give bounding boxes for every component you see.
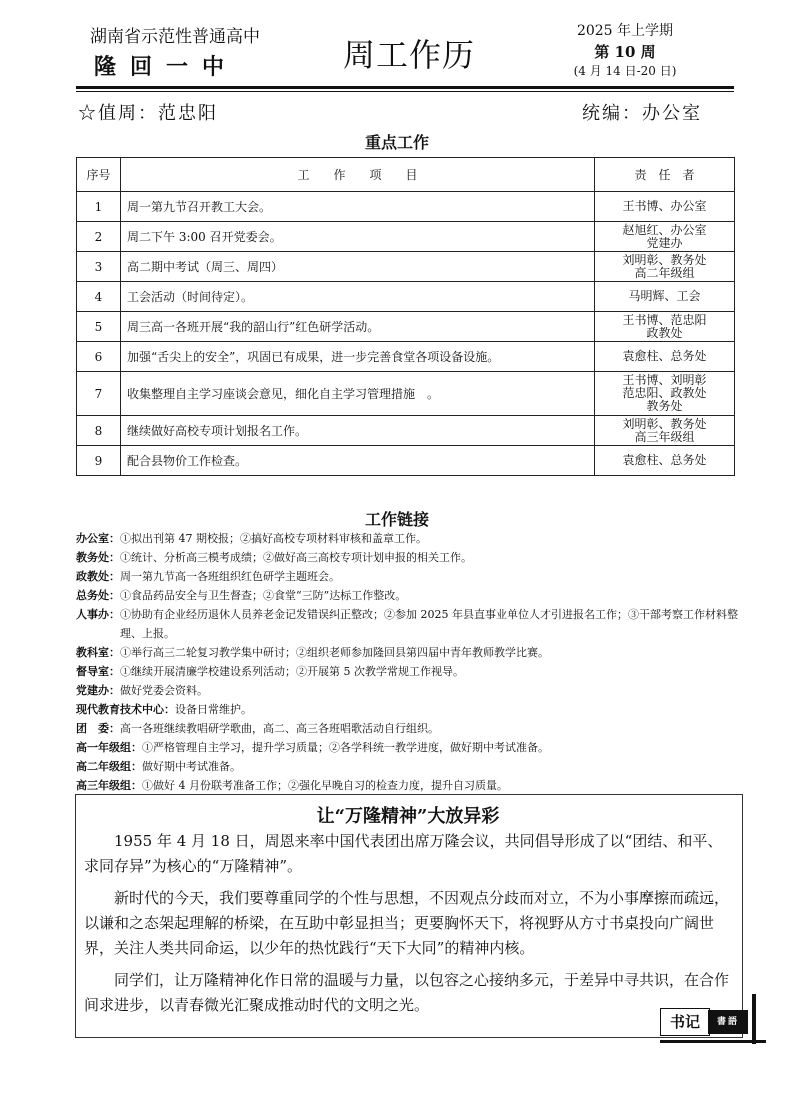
row-number: 5 <box>77 312 121 342</box>
row-number: 4 <box>77 282 121 312</box>
row-task: 配合县物价工作检查。 <box>121 446 595 476</box>
responsible-line: 马明辉、工会 <box>628 289 701 303</box>
row-number: 8 <box>77 416 121 446</box>
link-item <box>76 567 746 586</box>
table-row <box>77 282 735 312</box>
link-department: 人事办： <box>76 608 120 621</box>
link-text: ①拟出刊第 47 期校报；②搞好高校专项材料审核和盖章工作。 <box>120 532 427 545</box>
work-links-title: 工作链接 <box>364 510 429 529</box>
document-title: 周工作历 <box>343 36 476 74</box>
row-task: 继续做好高校专项计划报名工作。 <box>121 416 595 446</box>
link-department: 现代教育技术中心： <box>76 703 175 716</box>
essay-title: 让“万隆精神”大放异彩 <box>316 806 500 827</box>
row-number: 1 <box>77 192 121 222</box>
week-label: 第 10 周 <box>594 43 656 61</box>
responsible-line: 教务处 <box>646 399 683 413</box>
row-number: 3 <box>77 252 121 282</box>
link-item <box>76 586 746 605</box>
row-responsible <box>595 446 735 476</box>
row-number: 6 <box>77 342 121 372</box>
row-task: 工会活动（时间待定）。 <box>121 282 595 312</box>
responsible-line: 高二年级组 <box>634 265 695 280</box>
header-divider <box>76 86 734 89</box>
work-links-list <box>76 529 746 795</box>
header-divider-thin <box>76 91 734 92</box>
responsible-line: 王书博、办公室 <box>622 199 707 213</box>
link-item <box>76 605 746 643</box>
link-text: ①举行高三二轮复习教学集中研讨；②组织老师参加隆回县第四届中青年教师教学比赛。 <box>120 646 549 659</box>
editor-label: 统编：办公室 <box>582 103 702 124</box>
link-item <box>76 662 746 681</box>
link-text: 设备日常维护。 <box>175 703 252 716</box>
responsible-line: 袁愈柱、总务处 <box>622 453 707 467</box>
table-row <box>77 416 735 446</box>
essay-body <box>84 829 736 1025</box>
responsible-line: 高三年级组 <box>634 429 695 444</box>
link-text: ①协助有企业经历退休人员养老金记发错误纠正整改；②参加 2025 年县直事业单位人才引进报名工作；③干部考察工作材料整理、上报。 <box>120 608 738 640</box>
link-text: 高一各班继续教唱研学歌曲，高二、高三各班唱歌活动自行组织。 <box>120 722 439 735</box>
table-row <box>77 446 735 476</box>
badge-horizontal-rule <box>660 1040 766 1043</box>
link-item <box>76 757 746 776</box>
table-row <box>77 342 735 372</box>
responsible-line: 党建办 <box>646 235 683 250</box>
link-department: 政教处： <box>76 570 120 583</box>
essay-paragraph: 同学们，让万隆精神化作日常的温暖与力量，以包容之心接纳多元，于差异中寻共识，在合作间求进步，以青春微光汇聚成推动时代的文明之光。 <box>84 971 730 1014</box>
column-header-responsible: 责 任 者 <box>595 158 735 192</box>
term-label: 2025 年上学期 <box>576 23 674 39</box>
row-number: 2 <box>77 222 121 252</box>
duty-officer: ☆值周：范忠阳 <box>78 103 218 124</box>
link-text: 周一第九节高一各班组织红色研学主题班会。 <box>120 570 340 583</box>
row-responsible <box>595 312 735 342</box>
row-task: 收集整理自主学习座谈会意见，细化自主学习管理措施 。 <box>121 372 595 416</box>
link-department: 总务处： <box>76 589 120 602</box>
column-header-number: 序号 <box>77 158 121 192</box>
link-department: 高一年级组： <box>76 741 142 754</box>
badge-vertical-rule <box>752 994 756 1044</box>
link-department: 教科室： <box>76 646 120 659</box>
link-item <box>76 643 746 662</box>
responsible-line: 政教处 <box>646 325 683 340</box>
date-range: (4 月 14 日-20 日) <box>573 64 677 78</box>
link-department: 教务处： <box>76 551 120 564</box>
row-task: 周一第九节召开教工大会。 <box>121 192 595 222</box>
row-task: 高二期中考试（周三、周四） <box>121 252 595 282</box>
link-department: 高三年级组： <box>76 779 142 792</box>
link-text: 做好党委会资料。 <box>120 684 208 697</box>
responsible-line: 王书博、范忠阳 <box>622 312 707 327</box>
row-number: 7 <box>77 372 121 416</box>
link-text: ①严格管理自主学习，提升学习质量；②各学科统一教学进度，做好期中考试准备。 <box>142 741 549 754</box>
responsible-line: 赵旭红、办公室 <box>622 222 707 237</box>
essay-paragraph: 新时代的今天，我们要尊重同学的个性与思想，不因观点分歧而对立，不为小事摩擦而疏远，以谦和之态架起理解的桥梁，在互助中彰显担当；更要胸怀天下，将视野从方寸书桌投向广阔世界，关注人类共同命运，以少年的热忱践行“天下大同”的精神内核。 <box>84 889 730 957</box>
link-department: 办公室： <box>76 532 120 545</box>
link-item <box>76 719 746 738</box>
responsible-line: 袁愈柱、总务处 <box>622 349 707 363</box>
row-task: 加强“舌尖上的安全”，巩固已有成果，进一步完善食堂各项设备设施。 <box>121 342 595 372</box>
row-task: 周三高一各班开展“我的韶山行”红色研学活动。 <box>121 312 595 342</box>
table-header-row <box>77 158 735 192</box>
link-item <box>76 738 746 757</box>
shuyu-seal-badge: 書語 <box>708 1010 748 1034</box>
table-row <box>77 222 735 252</box>
link-text: ①做好 4 月份联考准备工作；②强化早晚自习的检查力度，提升自习质量。 <box>142 779 508 792</box>
focus-work-table <box>76 157 735 476</box>
row-responsible <box>595 252 735 282</box>
table-row <box>77 312 735 342</box>
school-subtitle: 湖南省示范性普通高中 <box>90 27 260 47</box>
row-responsible <box>595 282 735 312</box>
table-row <box>77 192 735 222</box>
row-task: 周二下午 3:00 召开党委会。 <box>121 222 595 252</box>
link-item <box>76 776 746 795</box>
row-responsible <box>595 192 735 222</box>
shuji-badge: 书记 <box>660 1008 710 1036</box>
row-responsible <box>595 372 735 416</box>
link-item <box>76 681 746 700</box>
essay-paragraph: 1955 年 4 月 18 日，周恩来率中国代表团出席万隆会议，共同倡导形成了以“团结、和平、求同存异”为核心的“万隆精神”。 <box>84 832 723 875</box>
link-text: ①食品药品安全与卫生督查；②食堂“三防”达标工作整改。 <box>120 589 407 602</box>
link-department: 高二年级组： <box>76 760 142 773</box>
responsible-line: 王书博、刘明彰 <box>622 373 707 387</box>
responsible-line: 刘明彰、教务处 <box>622 416 707 431</box>
link-department: 督导室： <box>76 665 120 678</box>
link-text: ①统计、分析高三模考成绩；②做好高三高校专项计划申报的相关工作。 <box>120 551 472 564</box>
link-department: 党建办： <box>76 684 120 697</box>
school-name: 隆回一中 <box>94 54 239 80</box>
link-department: 团 委： <box>76 722 120 735</box>
responsible-line: 刘明彰、教务处 <box>622 252 707 267</box>
row-responsible <box>595 342 735 372</box>
focus-work-title: 重点工作 <box>364 133 429 152</box>
table-row <box>77 252 735 282</box>
row-responsible <box>595 416 735 446</box>
row-responsible <box>595 222 735 252</box>
link-text: ①继续开展清廉学校建设系列活动；②开展第 5 次教学常规工作视导。 <box>120 665 464 678</box>
link-item <box>76 700 746 719</box>
row-number: 9 <box>77 446 121 476</box>
responsible-line: 范忠阳、政教处 <box>622 386 707 400</box>
column-header-task: 工 作 项 目 <box>121 158 595 192</box>
link-item <box>76 548 746 567</box>
link-text: 做好期中考试准备。 <box>142 760 241 773</box>
link-item <box>76 529 746 548</box>
table-row <box>77 372 735 416</box>
